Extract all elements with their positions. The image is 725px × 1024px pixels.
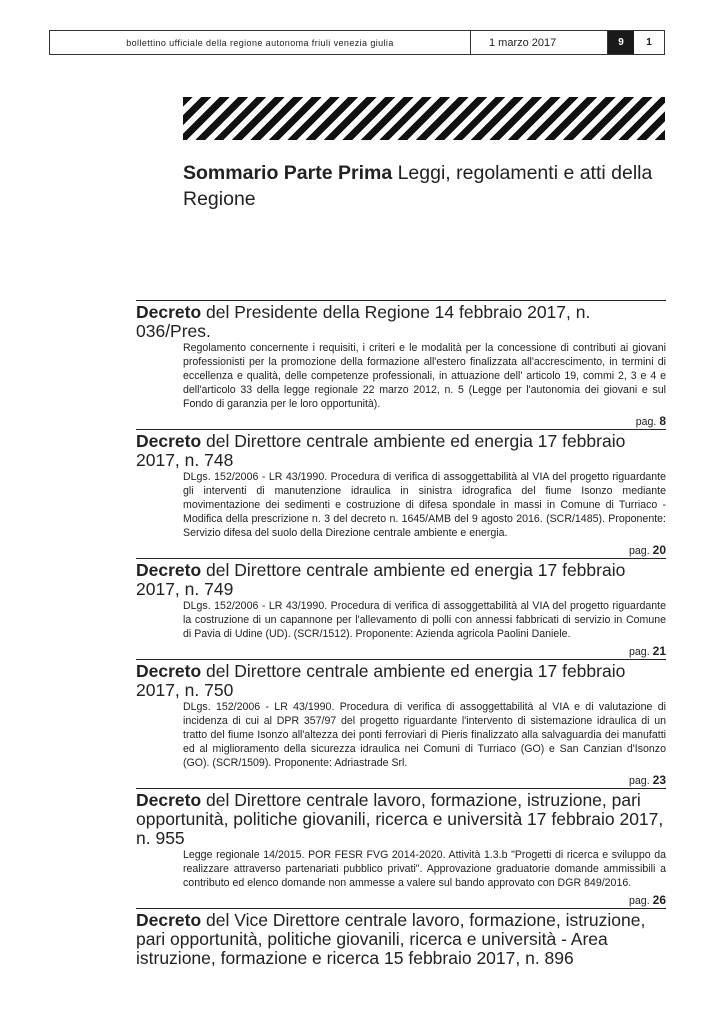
page-label: pag. <box>629 545 650 557</box>
entry-type: Decreto <box>136 661 202 681</box>
entry-heading <box>136 791 666 848</box>
section-title <box>183 160 665 212</box>
toc-entry <box>136 429 666 558</box>
entry-description: DLgs. 152/2006 - LR 43/1990. Procedura di verifica di assoggettabilità al VIA e di valutazione di incidenza di cui al DPR 357/97 del progetto riguardante l'intervento di sistemazione idraulica di un tratto del fiume Isonzo all'altezza dei ponti ferroviari di Pieris finalizzato alla salvaguardia dei manufatti ed al miglioramento della sicurezza idraulica nei Comuni di Turriaco (GO) e San Canzian d'Isonzo (GO). (SCR/1509). Proponente: Adriastrade Srl. <box>183 701 666 769</box>
entry-description: DLgs. 152/2006 - LR 43/1990. Procedura di verifica di assoggettabilità al VIA del progetto riguardante gli interventi di manutenzione idraulica in sinistra idrografica del fiume Isonzo mediante movimentazione dei sedimenti e costruzione di difesa spondale in massi in Comune di Turriaco - Modifica della prescrizione n. 3 del decreto n. 1645/AMB del 9 agosto 2016. (SCR/1485). Proponente: Servizio difesa del suolo della Direzione centrale ambiente e energia. <box>183 471 666 539</box>
page-label: pag. <box>629 895 650 907</box>
issue-date: 1 marzo 2017 <box>471 31 608 54</box>
publication-name: bollettino ufficiale della regione autonoma friuli venezia giulia <box>50 31 471 54</box>
entry-page-number: 26 <box>652 893 666 907</box>
toc-entry <box>136 300 666 429</box>
entry-page-ref <box>136 644 666 659</box>
entry-description: Legge regionale 14/2015. POR FESR FVG 2014-2020. Attività 1.3.b "Progetti di ricerca e sviluppo da realizzare attraverso partenariati pubblico privati". Approvazione graduatorie domande ammissibili a contributo ed elenco domande non ammesse a valere sul bando approvato con DGR 849/2016. <box>183 849 666 889</box>
toc-entry <box>136 908 666 968</box>
entry-type: Decreto <box>136 910 202 930</box>
entry-description: DLgs. 152/2006 - LR 43/1990. Procedura di verifica di assoggettabilità al VIA del progetto riguardante la costruzione di un capannone per l'allevamento di polli con annessi fabbricati di servizio in Comune di Pavia di Udine (UD). (SCR/1512). Proponente: Azienda agricola Paolini Daniele. <box>183 600 666 640</box>
toc-entry <box>136 659 666 788</box>
entry-heading <box>136 911 666 968</box>
page-label: pag. <box>629 775 650 787</box>
page-label: pag. <box>635 416 657 428</box>
entry-heading-text: del Direttore centrale ambiente ed energia 17 febbraio 2017, n. 748 <box>136 431 626 470</box>
entry-page-ref <box>136 543 666 558</box>
entry-type: Decreto <box>136 302 202 322</box>
toc-entry <box>136 558 666 659</box>
entry-heading <box>136 662 666 700</box>
issue-number: 9 <box>608 31 634 54</box>
entry-description: Regolamento concernente i requisiti, i criteri e le modalità per la concessione di contributi ai giovani professionisti per la promozione della formazione all'estero finalizzata all'accrescimento, in termini di eccellenza e qualità, delle competenze professionali, in attuazione dell' articolo 19, commi 2, 3 e 4 e dell'articolo 33 della legge regionale 22 marzo 2012, n. 5 (Legge per l'autonomia dei giovani e sul Fondo di garanzia per le loro opportunità). <box>183 342 666 410</box>
entry-heading-text: del Direttore centrale ambiente ed energia 17 febbraio 2017, n. 749 <box>136 560 626 599</box>
entry-heading-text: del Presidente della Regione 14 febbraio 2017, n. 036/Pres. <box>136 302 591 341</box>
entry-type: Decreto <box>136 431 202 451</box>
entry-heading <box>136 303 666 341</box>
entry-page-ref <box>136 414 666 429</box>
table-of-contents <box>136 300 666 968</box>
entry-page-ref <box>136 773 666 788</box>
entry-page-number: 20 <box>652 543 666 557</box>
entry-heading-text: del Direttore centrale ambiente ed energia 17 febbraio 2017, n. 750 <box>136 661 626 700</box>
entry-type: Decreto <box>136 790 202 810</box>
entry-heading-text: del Direttore centrale lavoro, formazione, istruzione, pari opportunità, politiche giovanili, ricerca e università 17 febbraio 2017, n. 955 <box>136 790 664 848</box>
page-number: 1 <box>646 37 652 48</box>
toc-entry <box>136 788 666 908</box>
entry-type: Decreto <box>136 560 202 580</box>
entry-page-number: 8 <box>659 414 666 428</box>
page-label: pag. <box>629 646 650 658</box>
entry-heading-text: del Vice Direttore centrale lavoro, formazione, istruzione, pari opportunità, politiche giovanili, ricerca e università - Area istruzione, formazione e ricerca 15 febbraio 2017, n. 896 <box>136 910 646 968</box>
section-title-rest: Leggi, regolamenti e atti della Regione <box>183 162 653 210</box>
entry-heading <box>136 432 666 470</box>
striped-banner <box>183 97 665 140</box>
entry-page-number: 21 <box>652 644 666 658</box>
entry-heading <box>136 561 666 599</box>
section-title-bold: Sommario Parte Prima <box>183 162 393 184</box>
page-header <box>49 30 665 55</box>
entry-page-number: 23 <box>652 773 666 787</box>
entry-page-ref <box>136 893 666 908</box>
